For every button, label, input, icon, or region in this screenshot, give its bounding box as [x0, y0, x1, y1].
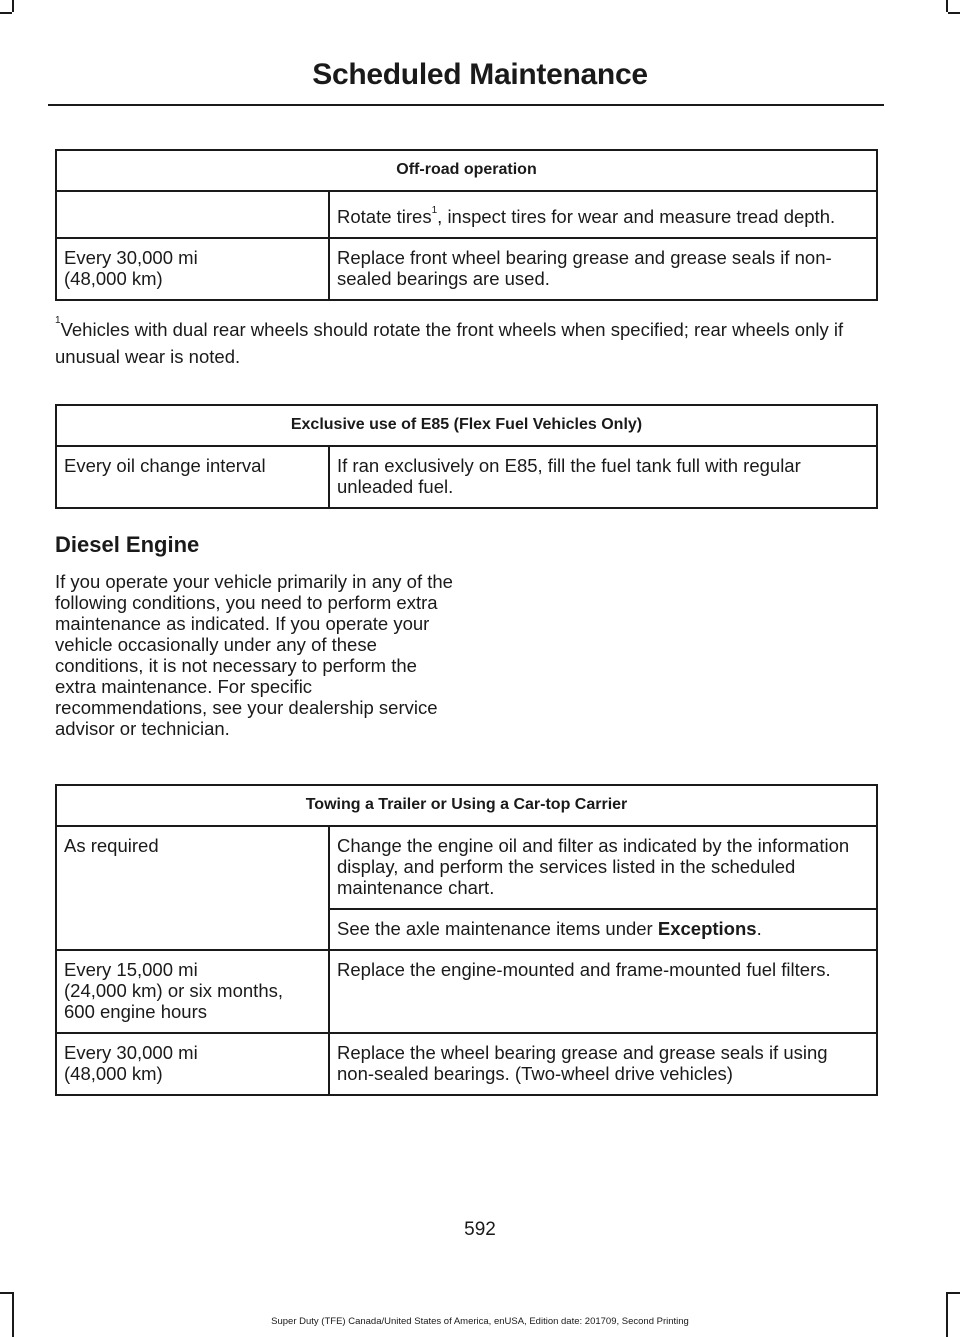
crop-mark: [946, 1292, 948, 1337]
interval-cell: [56, 191, 329, 238]
section-heading: Diesel Engine: [55, 532, 200, 557]
table-heading: Off-road operation: [56, 150, 877, 191]
action-text: Rotate tires: [337, 206, 432, 227]
action-text: , inspect tires for wear and measure tread depth.: [437, 206, 836, 227]
edition-footer: Super Duty (TFE) Canada/United States of America, enUSA, Edition date: 201709, Second Printing: [271, 1316, 689, 1327]
action-cell: Replace the engine-mounted and frame-mounted fuel filters.: [329, 950, 877, 1033]
e85-table: [55, 404, 878, 509]
table-header-row: [56, 405, 877, 446]
action-cell: Replace the wheel bearing grease and grease seals if using non-sealed bearings. (Two-wheel drive vehicles): [329, 1033, 877, 1095]
footnote-marker: 1: [55, 315, 61, 326]
crop-mark: [948, 1292, 960, 1294]
action-cell: Replace front wheel bearing grease and grease seals if non-sealed bearings are used.: [329, 238, 877, 300]
crop-mark: [12, 0, 14, 12]
table-row: [56, 826, 877, 909]
action-cell: Change the engine oil and filter as indicated by the information display, and perform the services listed in the scheduled maintenance chart.: [329, 826, 877, 909]
table-row: [56, 446, 877, 508]
table-row: [56, 950, 877, 1033]
table-header-row: [56, 150, 877, 191]
header-rule: [48, 104, 884, 106]
table-row: [56, 238, 877, 300]
crop-mark: [946, 0, 948, 12]
action-cell: [329, 909, 877, 950]
interval-cell: As required: [56, 826, 329, 950]
interval-line: (48,000 km): [64, 1063, 163, 1084]
table-row: [56, 191, 877, 238]
offroad-table: [55, 149, 878, 301]
interval-line: 600 engine hours: [64, 1001, 207, 1022]
action-cell: If ran exclusively on E85, fill the fuel tank full with regular unleaded fuel.: [329, 446, 877, 508]
interval-line: (48,000 km): [64, 268, 163, 289]
table-header-row: [56, 785, 877, 826]
footnote-text: Vehicles with dual rear wheels should rotate the front wheels when specified; rear wheels only if unusual wear is noted.: [55, 319, 844, 367]
cross-reference-link: Exceptions: [657, 918, 757, 939]
interval-cell: [56, 1033, 329, 1095]
footnote: [55, 316, 885, 370]
interval-line: Every 30,000 mi: [64, 1042, 198, 1063]
interval-line: (24,000 km) or six months,: [64, 980, 283, 1001]
action-text: See the axle maintenance items under: [337, 918, 658, 939]
interval-cell: [56, 238, 329, 300]
interval-line: Every 15,000 mi: [64, 959, 198, 980]
interval-cell: [56, 950, 329, 1033]
table-heading: Exclusive use of E85 (Flex Fuel Vehicles Only): [56, 405, 877, 446]
towing-table: [55, 784, 878, 1096]
crop-mark: [12, 1292, 14, 1337]
action-cell: [329, 191, 877, 238]
table-heading: Towing a Trailer or Using a Car-top Carrier: [56, 785, 877, 826]
action-text: .: [756, 918, 762, 939]
interval-cell: Every oil change interval: [56, 446, 329, 508]
interval-line: Every 30,000 mi: [64, 247, 198, 268]
table-row: [56, 1033, 877, 1095]
crop-mark: [0, 12, 12, 14]
section-paragraph: If you operate your vehicle primarily in any of the following conditions, you need to perform extra maintenance as indicated. If you operate your vehicle occasionally under any of these conditions, it is not necessary to perform the extra maintenance. For specific recommendations, see your dealership service advisor or technician.: [55, 571, 453, 739]
footnote-ref: 1: [431, 205, 438, 216]
page-number: 592: [464, 1219, 496, 1240]
crop-mark: [0, 1292, 12, 1294]
page-title: Scheduled Maintenance: [312, 58, 648, 91]
crop-mark: [948, 12, 960, 14]
